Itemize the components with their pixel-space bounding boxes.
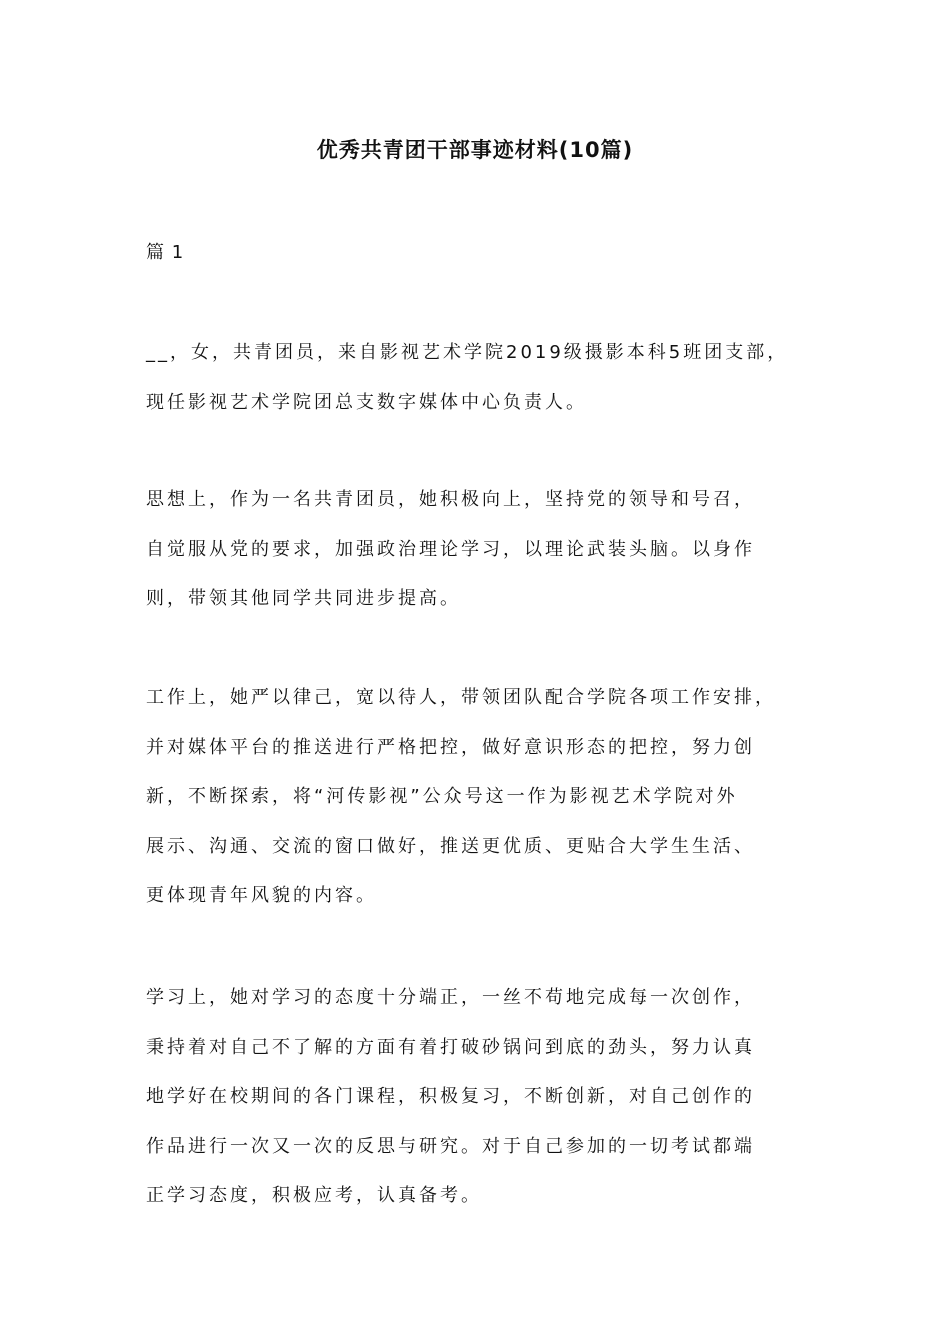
paragraph-line: 思想上，作为一名共青团员，她积极向上，坚持党的领导和号召， [146, 489, 755, 510]
paragraph-study [146, 983, 826, 1231]
paragraph-line: 并对媒体平台的推送进行严格把控，做好意识形态的把控，努力创 [146, 736, 755, 758]
paragraph-line: 自觉服从党的要求，加强政治理论学习，以理论武装头脑。以身作 [146, 538, 755, 560]
paragraph-line: __，女，共青团员，来自影视艺术学院2019级摄影本科5班团支部， [146, 342, 789, 363]
paragraph-line: 更体现青年风貌的内容。 [146, 885, 377, 906]
paragraph-intro [146, 338, 826, 437]
paragraph-work [146, 683, 826, 931]
paragraph-ideology [146, 485, 826, 634]
paragraph-line: 展示、沟通、交流的窗口做好，推送更优质、更贴合大学生生活、 [146, 835, 755, 857]
paragraph-line: 新，不断探索，将“河传影视”公众号这一作为影视艺术学院对外 [146, 786, 738, 807]
section-label: 篇 1 [146, 242, 185, 263]
paragraph-line: 现任影视艺术学院团总支数字媒体中心负责人。 [146, 391, 587, 413]
paragraph-line: 作品进行一次又一次的反思与研究。对于自己参加的一切考试都端 [146, 1135, 755, 1157]
document-title: 优秀共青团干部事迹材料(10篇) [316, 138, 634, 162]
paragraph-line: 则，带领其他同学共同进步提高。 [146, 588, 461, 609]
paragraph-line: 学习上，她对学习的态度十分端正，一丝不苟地完成每一次创作， [146, 987, 755, 1008]
paragraph-line: 秉持着对自己不了解的方面有着打破砂锅问到底的劲头，努力认真 [146, 1036, 755, 1058]
paragraph-line: 工作上，她严以律己，宽以待人，带领团队配合学院各项工作安排， [146, 687, 776, 708]
paragraph-line: 正学习态度，积极应考，认真备考。 [146, 1185, 482, 1206]
paragraph-line: 地学好在校期间的各门课程，积极复习，不断创新，对自己创作的 [146, 1086, 755, 1107]
